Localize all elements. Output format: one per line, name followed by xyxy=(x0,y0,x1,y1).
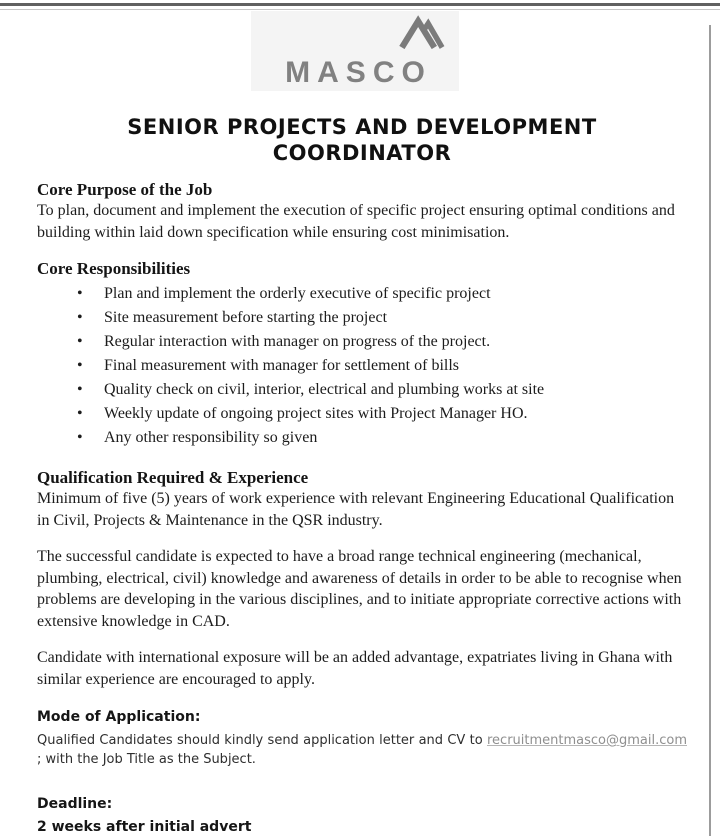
responsibility-item: • Any other responsibility so given xyxy=(77,429,687,446)
deadline-value: 2 weeks after initial advert xyxy=(37,819,252,835)
qualification-paragraph: Candidate with international exposure will be an added advantage, expatriates living in Ghana with similar experience are encouraged to apply. xyxy=(37,649,673,688)
core-purpose-heading: Core Purpose of the Job xyxy=(37,180,213,199)
responsibility-item: • Quality check on civil, interior, electrical and plumbing works at site xyxy=(77,381,687,398)
responsibility-item: • Weekly update of ongoing project sites with Project Manager HO. xyxy=(77,405,687,422)
job-title: SENIOR PROJECTS AND DEVELOPMENT COORDINATOR xyxy=(127,115,597,165)
application-section xyxy=(37,709,687,835)
responsibility-item: • Regular interaction with manager on progress of the project. xyxy=(77,333,687,350)
core-responsibilities-heading: Core Responsibilities xyxy=(37,259,191,278)
page-right-border xyxy=(709,25,711,836)
responsibility-item: • Site measurement before starting the project xyxy=(77,309,687,326)
deadline-heading: Deadline: xyxy=(37,796,113,812)
mode-of-application-body xyxy=(37,732,687,769)
responsibility-item: • Plan and implement the orderly executive of specific project xyxy=(77,285,687,302)
recruitment-email-link[interactable]: recruitmentmasco@gmail.com xyxy=(486,733,687,748)
qualification-paragraph: Minimum of five (5) years of work experience with relevant Engineering Educational Qualification in Civil, Projects & Maintenance in the QSR industry. xyxy=(37,490,675,529)
company-logo-text: MASCO xyxy=(285,56,432,89)
qualification-paragraph: The successful candidate is expected to have a broad range technical engineering (mechanical, plumbing, electrical, civil) knowledge and awareness of details in order to be able to recognise when problems are developing in the various disciplines, and to initiate appropriate corrective actions with extensive knowledge in CAD. xyxy=(37,548,682,630)
document-body xyxy=(37,0,687,835)
mode-of-application-heading: Mode of Application: xyxy=(37,709,201,725)
responsibilities-list xyxy=(37,285,687,446)
application-text-after-email: ; with the Job Title as the Subject. xyxy=(37,751,256,767)
qualification-heading: Qualification Required & Experience xyxy=(37,468,309,487)
responsibility-item: • Final measurement with manager for settlement of bills xyxy=(77,357,687,374)
core-purpose-body: To plan, document and implement the execution of specific project ensuring optimal conditions and building within laid down specification while ensuring cost minimisation. xyxy=(37,202,675,241)
application-text-before-email: Qualified Candidates should kindly send application letter and CV to xyxy=(37,733,483,748)
